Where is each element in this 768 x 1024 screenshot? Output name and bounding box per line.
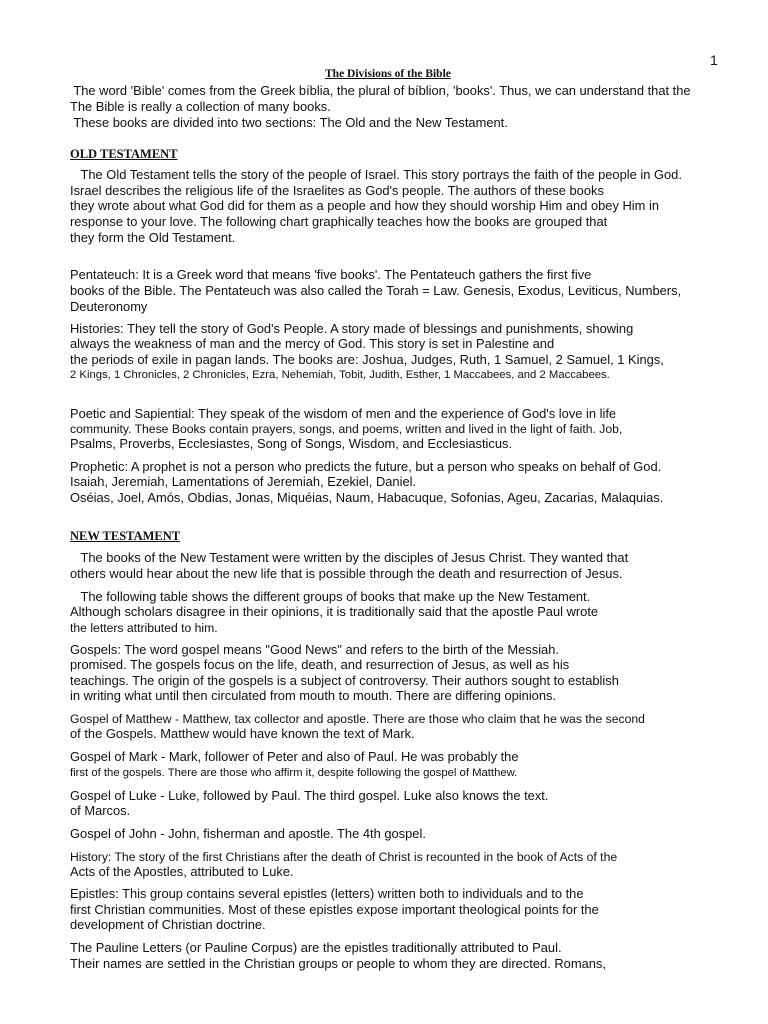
matthew-line: Gospel of Matthew - Matthew, tax collector and apostle. There are those who claim that he was the second xyxy=(70,712,645,726)
gospels-line: teachings. The origin of the gospels is a subject of controversy. Their authors sought to establish xyxy=(70,673,619,688)
gospels-line: promised. The gospels focus on the life, death, and resurrection of Jesus, as well as his xyxy=(70,657,570,672)
pentateuch-line: books of the Bible. The Pentateuch was also called the Torah = Law. Genesis, Exodus, Leviticus, Numbers, xyxy=(70,283,682,298)
poetic-line: Poetic and Sapiential: They speak of the wisdom of men and the experience of God's love in life xyxy=(70,406,617,421)
john-line: Gospel of John - John, fisherman and apostle. The 4th gospel. xyxy=(70,826,426,841)
ot-paragraph-line: Israel describes the religious life of the Israelites as God's people. The authors of these books xyxy=(70,183,604,198)
histories-line: the periods of exile in pagan lands. The books are: Joshua, Judges, Ruth, 1 Samuel, 2 Samuel, 1 Kings, xyxy=(70,352,664,367)
poetic-line: community. These Books contain prayers, songs, and poems, written and lived in the light of faith. Job, xyxy=(70,422,623,436)
prophetic-line: Prophetic: A prophet is not a person who predicts the future, but a person who speaks on behalf of God. xyxy=(70,459,662,474)
epistles-line: Epistles: This group contains several epistles (letters) written both to individuals and to the xyxy=(70,886,584,901)
nt-paragraph-line: The books of the New Testament were written by the disciples of Jesus Christ. They wanted that xyxy=(70,550,629,565)
histories-line: 2 Kings, 1 Chronicles, 2 Chronicles, Ezra, Nehemiah, Tobit, Judith, Esther, 1 Maccabees, and 2 Maccabees. xyxy=(70,369,610,381)
luke-line: Gospel of Luke - Luke, followed by Paul. The third gospel. Luke also knows the text. xyxy=(70,788,549,803)
intro-line: The word 'Bible' comes from the Greek bíblia, the plural of bíblion, 'books'. Thus, we can understand that the xyxy=(70,83,691,98)
new-testament-heading: NEW TESTAMENT xyxy=(70,529,181,543)
nt-paragraph-line: The following table shows the different groups of books that make up the New Testament. xyxy=(70,589,591,604)
epistles-line: first Christian communities. Most of these epistles expose important theological points for the xyxy=(70,902,599,917)
matthew-line: of the Gospels. Matthew would have known the text of Mark. xyxy=(70,726,415,741)
mark-line: first of the gospels. There are those who affirm it, despite following the gospel of Matthew. xyxy=(70,767,518,779)
pentateuch-line: Deuteronomy xyxy=(70,299,148,314)
mark-line: Gospel of Mark - Mark, follower of Peter and also of Paul. He was probably the xyxy=(70,749,519,764)
histories-line: always the weakness of man and the mercy of God. This story is set in Palestine and xyxy=(70,336,555,351)
pentateuch-line: Pentateuch: It is a Greek word that means 'five books'. The Pentateuch gathers the first five xyxy=(70,267,592,282)
ot-paragraph-line: they form the Old Testament. xyxy=(70,230,236,245)
gospels-line: in writing what until then circulated from mouth to mouth. There are differing opinions. xyxy=(70,688,557,703)
ot-paragraph-line: they wrote about what God did for them as a people and how they should worship Him and obey Him in xyxy=(70,198,660,213)
page-number: 1 xyxy=(710,52,718,68)
ot-paragraph-line: response to your love. The following chart graphically teaches how the books are grouped that xyxy=(70,214,608,229)
intro-line: These books are divided into two sections: The Old and the New Testament. xyxy=(70,115,508,130)
nt-paragraph-line: Although scholars disagree in their opinions, it is traditionally said that the apostle Paul wrote xyxy=(70,604,599,619)
nt-paragraph-line: others would hear about the new life that is possible through the death and resurrection of Jesus. xyxy=(70,566,623,581)
luke-line: of Marcos. xyxy=(70,803,131,818)
document-title: The Divisions of the Bible xyxy=(325,68,451,80)
old-testament-heading: OLD TESTAMENT xyxy=(70,147,178,161)
histories-line: Histories: They tell the story of God's People. A story made of blessings and punishments, showing xyxy=(70,321,634,336)
prophetic-line: Isaiah, Jeremiah, Lamentations of Jeremiah, Ezekiel, Daniel. xyxy=(70,474,417,489)
ot-paragraph-line: The Old Testament tells the story of the people of Israel. This story portrays the faith of the people in God. xyxy=(70,167,682,182)
gospels-line: Gospels: The word gospel means "Good News" and refers to the birth of the Messiah. xyxy=(70,642,559,657)
nt-paragraph-line: the letters attributed to him. xyxy=(70,621,218,635)
intro-line: The Bible is really a collection of many books. xyxy=(70,99,331,114)
prophetic-line: Oséias, Joel, Amós, Obdias, Jonas, Miquéias, Naum, Habacuque, Sofonias, Ageu, Zacarias, Malaquias. xyxy=(70,490,664,505)
history-line: History: The story of the first Christians after the death of Christ is recounted in the book of Acts of the xyxy=(70,850,618,864)
pauline-line: Their names are settled in the Christian groups or people to whom they are directed. Romans, xyxy=(70,956,606,971)
epistles-line: development of Christian doctrine. xyxy=(70,917,266,932)
history-line: Acts of the Apostles, attributed to Luke. xyxy=(70,864,294,879)
poetic-line: Psalms, Proverbs, Ecclesiastes, Song of Songs, Wisdom, and Ecclesiasticus. xyxy=(70,436,513,451)
pauline-line: The Pauline Letters (or Pauline Corpus) are the epistles traditionally attributed to Paul. xyxy=(70,940,562,955)
